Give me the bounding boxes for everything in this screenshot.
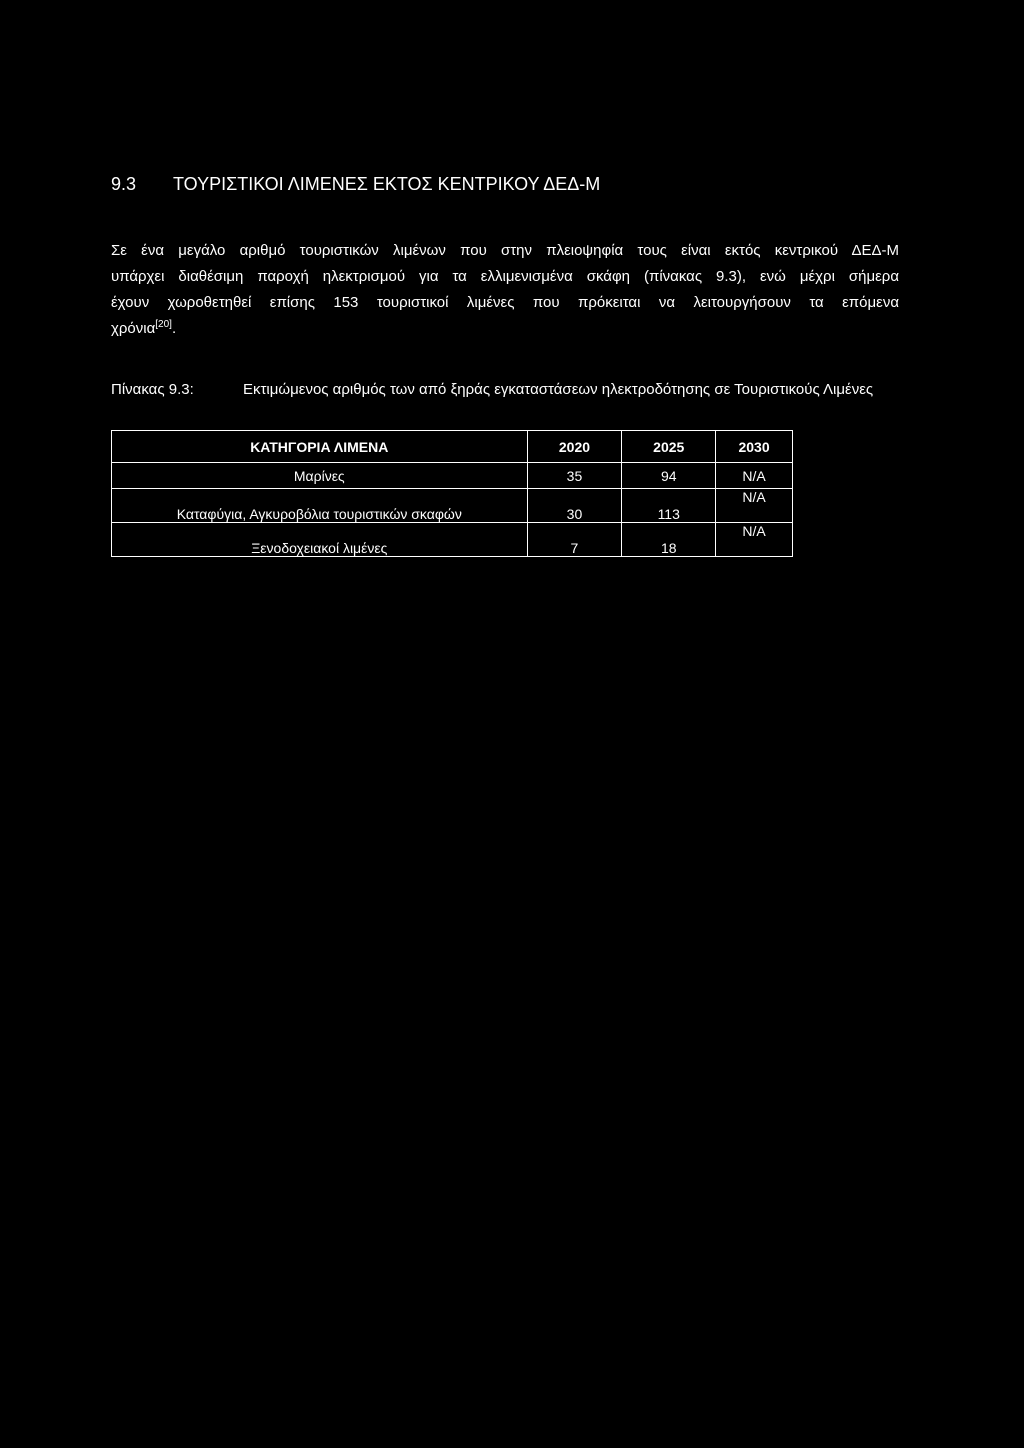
table-cell: Καταφύγια, Αγκυροβόλια τουριστικών σκαφών [112, 489, 528, 523]
table-cell: 30 [527, 489, 622, 523]
table-cell: N/A [716, 463, 793, 489]
body-paragraph [111, 238, 899, 342]
tourist-ports-table [111, 430, 793, 557]
table-cell: Ξενοδοχειακοί λιμένες [112, 523, 528, 557]
table-cell: N/A [716, 489, 793, 523]
table-cell: 35 [527, 463, 622, 489]
header-cell-2030: 2030 [716, 431, 793, 463]
table-row [112, 463, 793, 489]
paragraph-text: χρόνια [111, 320, 156, 337]
table-cell: 7 [527, 523, 622, 557]
table-cell: 94 [622, 463, 716, 489]
table-cell: Μαρίνες [112, 463, 528, 489]
table-cell: 18 [622, 523, 716, 557]
header-cell-2025: 2025 [622, 431, 716, 463]
table-cell: 113 [622, 489, 716, 523]
caption-label: Πίνακας 9.3: [111, 381, 194, 398]
paragraph-line: υπάρχει διαθέσιμη παροχή ηλεκτρισμού για τα ελλιμενισμένα σκάφη (πίνακας 9.3), ενώ μέχρι σήμερα [111, 268, 899, 285]
section-title: ΤΟΥΡΙΣΤΙΚΟΙ ΛΙΜΕΝΕΣ ΕΚΤΟΣ ΚΕΝΤΡΙΚΟΥ ΔΕΔ-Μ [173, 174, 601, 194]
table-row [112, 523, 793, 557]
caption-text: Εκτιμώμενος αριθμός των από ξηράς εγκαταστάσεων ηλεκτροδότησης σε Τουριστικούς Λιμένες [243, 381, 874, 398]
table-row [112, 489, 793, 523]
table-cell: N/A [716, 523, 793, 557]
citation-ref: [20] [155, 319, 172, 330]
header-cell-2020: 2020 [527, 431, 622, 463]
header-cell-category: ΚΑΤΗΓΟΡΙΑ ΛΙΜΕΝΑ [112, 431, 528, 463]
paragraph-line: έχουν χωροθετηθεί επίσης 153 τουριστικοί λιμένες που πρόκειται να λειτουργήσουν τα επόμενα [111, 294, 899, 311]
paragraph-line [111, 316, 899, 342]
table-header-row [112, 431, 793, 463]
section-number: 9.3 [111, 174, 137, 194]
paragraph-line: Σε ένα μεγάλο αριθμό τουριστικών λιμένων που στην πλειοψηφία τους είναι εκτός κεντρικού ΔΕΔ-Μ [111, 242, 899, 259]
section-heading [111, 171, 600, 197]
paragraph-end: . [171, 320, 177, 337]
